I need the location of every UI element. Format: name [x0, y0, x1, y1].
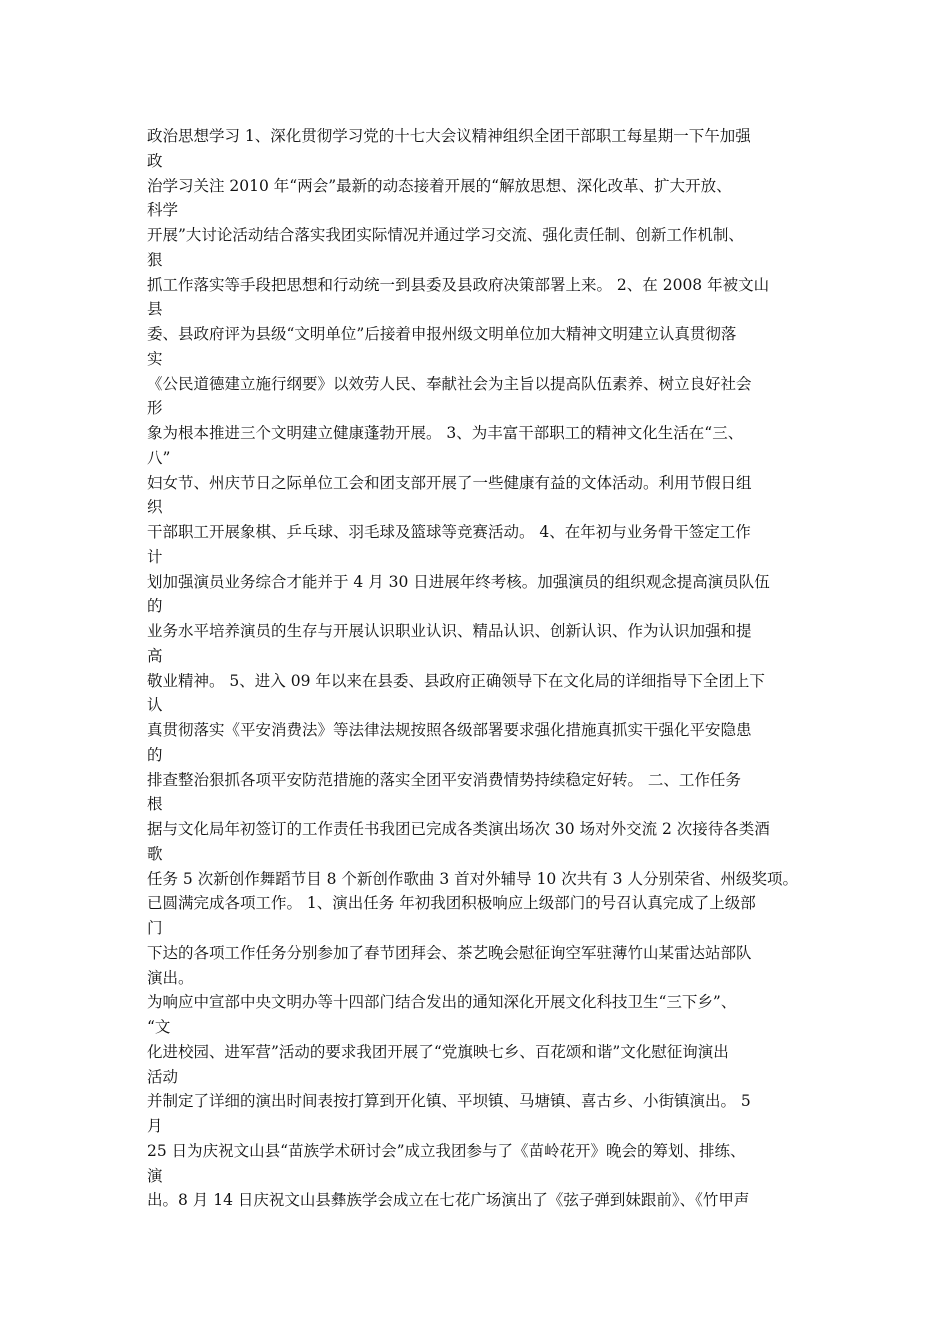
text-line: 织: [147, 498, 163, 517]
text-line: 出。8 月 14 日庆祝文山县彝族学会成立在七花广场演出了《弦子弹到妹跟前》、《竹甲声: [147, 1191, 750, 1210]
text-line: 政: [147, 151, 163, 170]
text-line: 开展”大讨论活动结合落实我团实际情况并通过学习交流、强化责任制、创新工作机制、: [147, 226, 744, 244]
text-line: 治学习关注 2010 年“两会”最新的动态接着开展的“解放思想、深化改革、扩大开放、: [147, 176, 732, 195]
text-line: 业务水平培养演员的生存与开展认识职业认识、精品认识、创新认识、作为认识加强和提: [147, 622, 752, 640]
text-line: 25 日为庆祝文山县“苗族学术研讨会”成立我团参与了《苗岭花开》晚会的筹划、排练、: [147, 1141, 746, 1160]
text-line: 并制定了详细的演出时间表按打算到开化镇、平坝镇、马塘镇、喜古乡、小街镇演出。 5: [147, 1092, 751, 1111]
text-line: 认: [147, 696, 163, 715]
text-line: “文: [147, 1018, 171, 1036]
text-line: 实: [147, 349, 163, 368]
text-line: 月: [147, 1117, 163, 1135]
text-line: 抓工作落实等手段把思想和行动统一到县委及县政府决策部署上来。 2、在 2008 年被文山: [147, 275, 770, 294]
text-line: 计: [147, 547, 163, 566]
text-line: 划加强演员业务综合才能并于 4 月 30 日进展年终考核。加强演员的组织观念提高演员队伍: [147, 572, 770, 591]
text-line: 科学: [147, 201, 179, 220]
text-line: 门: [147, 919, 163, 937]
text-line: 干部职工开展象棋、乒乓球、羽毛球及篮球等竞赛活动。 4、在年初与业务骨干签定工作: [147, 523, 751, 541]
text-line: 为响应中宣部中央文明办等十四部门结合发出的通知深化开展文化科技卫生“三下乡”、: [147, 993, 737, 1012]
text-line: 妇女节、州庆节日之际单位工会和团支部开展了一些健康有益的文体活动。利用节假日组: [147, 473, 752, 492]
text-line: 象为根本推进三个文明建立健康蓬勃开展。 3、为丰富干部职工的精神文化生活在“三、: [147, 424, 744, 442]
text-line: 根: [147, 795, 163, 814]
text-line: 的: [147, 597, 163, 616]
text-line: 形: [147, 399, 163, 418]
text-line: 任务 5 次新创作舞蹈节目 8 个新创作歌曲 3 首对外辅导 10 次共有 3 人分别荣省、州级奖项。: [147, 869, 798, 888]
text-line: 真贯彻落实《平安消费法》等法律法规按照各级部署要求强化措施真抓实干强化平安隐患: [147, 721, 752, 739]
text-line: 敬业精神。 5、进入 09 年以来在县委、县政府正确领导下在文化局的详细指导下全团上下: [147, 671, 765, 690]
text-line: 已圆满完成各项工作。 1、演出任务 年初我团积极响应上级部门的号召认真完成了上级部: [147, 894, 756, 913]
text-line: 《公民道德建立施行纲要》以效劳人民、奉献社会为主旨以提高队伍素养、树立良好社会: [147, 374, 752, 393]
text-line: 排查整治狠抓各项平安防范措施的落实全团平安消费情势持续稳定好转。 二、工作任务: [147, 770, 741, 789]
document-body: [147, 124, 827, 1213]
text-line: 委、县政府评为县级“文明单位”后接着申报州级文明单位加大精神文明建立认真贯彻落: [147, 325, 737, 343]
text-line: 的: [147, 745, 163, 764]
text-line: 狠: [147, 250, 163, 269]
text-line: 政治思想学习 1、深化贯彻学习党的十七大会议精神组织全团干部职工每星期一下午加强: [147, 127, 751, 145]
text-line: 高: [147, 646, 163, 665]
text-line: 下达的各项工作任务分别参加了春节团拜会、茶艺晚会慰征询空军驻薄竹山某雷达站部队: [147, 943, 752, 962]
text-line: 演: [147, 1166, 163, 1185]
text-line: 活动: [147, 1067, 179, 1086]
text-line: 歌: [147, 844, 163, 863]
text-line: 据与文化局年初签订的工作责任书我团已完成各类演出场次 30 场对外交流 2 次接待各类酒: [147, 820, 770, 838]
text-line: 八”: [147, 448, 171, 467]
text-line: 化进校园、进军营”活动的要求我团开展了“党旗映七乡、百花颂和谐”文化慰征询演出: [147, 1042, 729, 1061]
text-line: 演出。: [147, 968, 194, 987]
text-line: 县: [147, 300, 163, 319]
